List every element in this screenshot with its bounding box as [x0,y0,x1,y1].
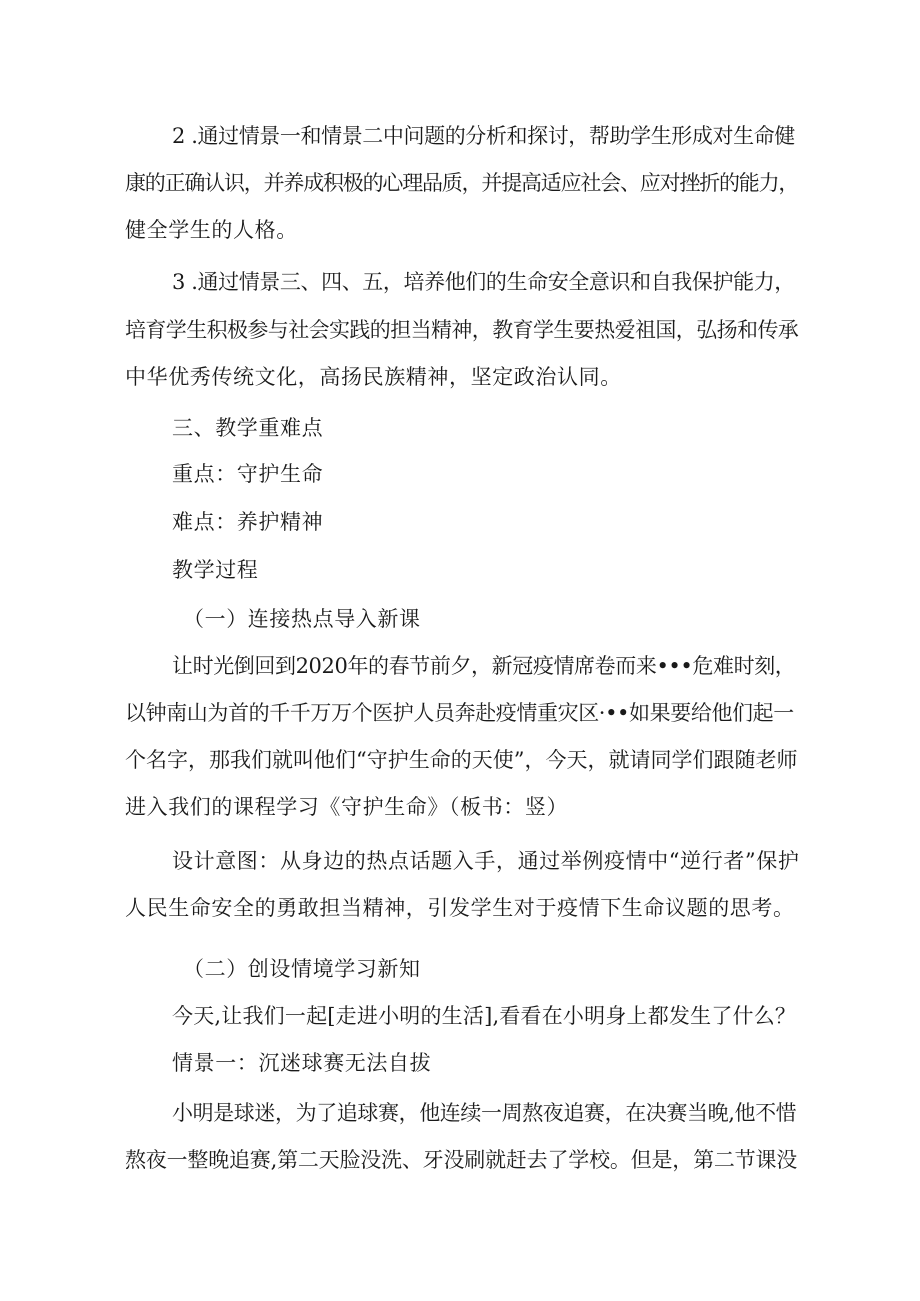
scenario-1-line-1: 小明是球迷，为了追球赛，他连续一周熬夜追赛，在决赛当晚,他不惜 [172,1101,797,1125]
key-point: 重点：守护生命 [172,462,324,486]
intro-line-4: 进入我们的课程学习《守护生命》（板书：竖） [125,795,569,819]
scenario-1-line-2: 熬夜一整晚追赛,第二天脸没洗、牙没刷就赶去了学校。但是，第二节课没 [125,1148,798,1172]
design-intent-line-1: 设计意图：从身边的热点话题入手，通过举例疫情中“逆行者”保护 [172,849,800,873]
subsection-2-heading: （二）创设情境学习新知 [183,957,421,981]
design-intent-line-2: 人民生命安全的勇敢担当精神，引发学生对于疫情下生命议题的思考。 [125,896,795,920]
lead-in-line: 今天,让我们一起[走进小明的生活],看看在小明身上都发生了什么？ [172,1004,797,1028]
objective-2-line-1: 2 .通过情景一和情景二中问题的分析和探讨，帮助学生形成对生命健 [172,124,795,148]
difficult-point: 难点：养护精神 [172,510,324,534]
intro-line-2: 以钟南山为首的千千万万个医护人员奔赴疫情重灾区·••如果要给他们起一 [125,701,794,725]
objective-2-line-2: 康的正确认识，并养成积极的心理品质，并提高适应社会、应对挫折的能力， [125,171,799,195]
objective-2-line-3: 健全学生的人格。 [125,218,298,242]
objective-3-line-3: 中华优秀传统文化，高扬民族精神，坚定政治认同。 [125,365,622,389]
scenario-1-heading: 情景一：沉迷球赛无法自拔 [172,1051,432,1075]
intro-line-3: 个名字，那我们就叫他们“守护生命的天使”，今天，就请同学们跟随老师 [125,748,798,772]
subsection-1-heading: （一）连接热点导入新课 [183,607,421,631]
teaching-process-heading: 教学过程 [172,558,259,582]
objective-3-line-1: 3 .通过情景三、四、五，培养他们的生命安全意识和自我保护能力， [172,270,795,294]
section-heading-key-points: 三、教学重难点 [172,416,324,440]
intro-line-1: 让时光倒回到2020年的春节前夕，新冠疫情席卷而来•••危难时刻， [172,654,796,678]
objective-3-line-2: 培育学生积极参与社会实践的担当精神，教育学生要热爱祖国，弘扬和传承 [125,318,799,342]
